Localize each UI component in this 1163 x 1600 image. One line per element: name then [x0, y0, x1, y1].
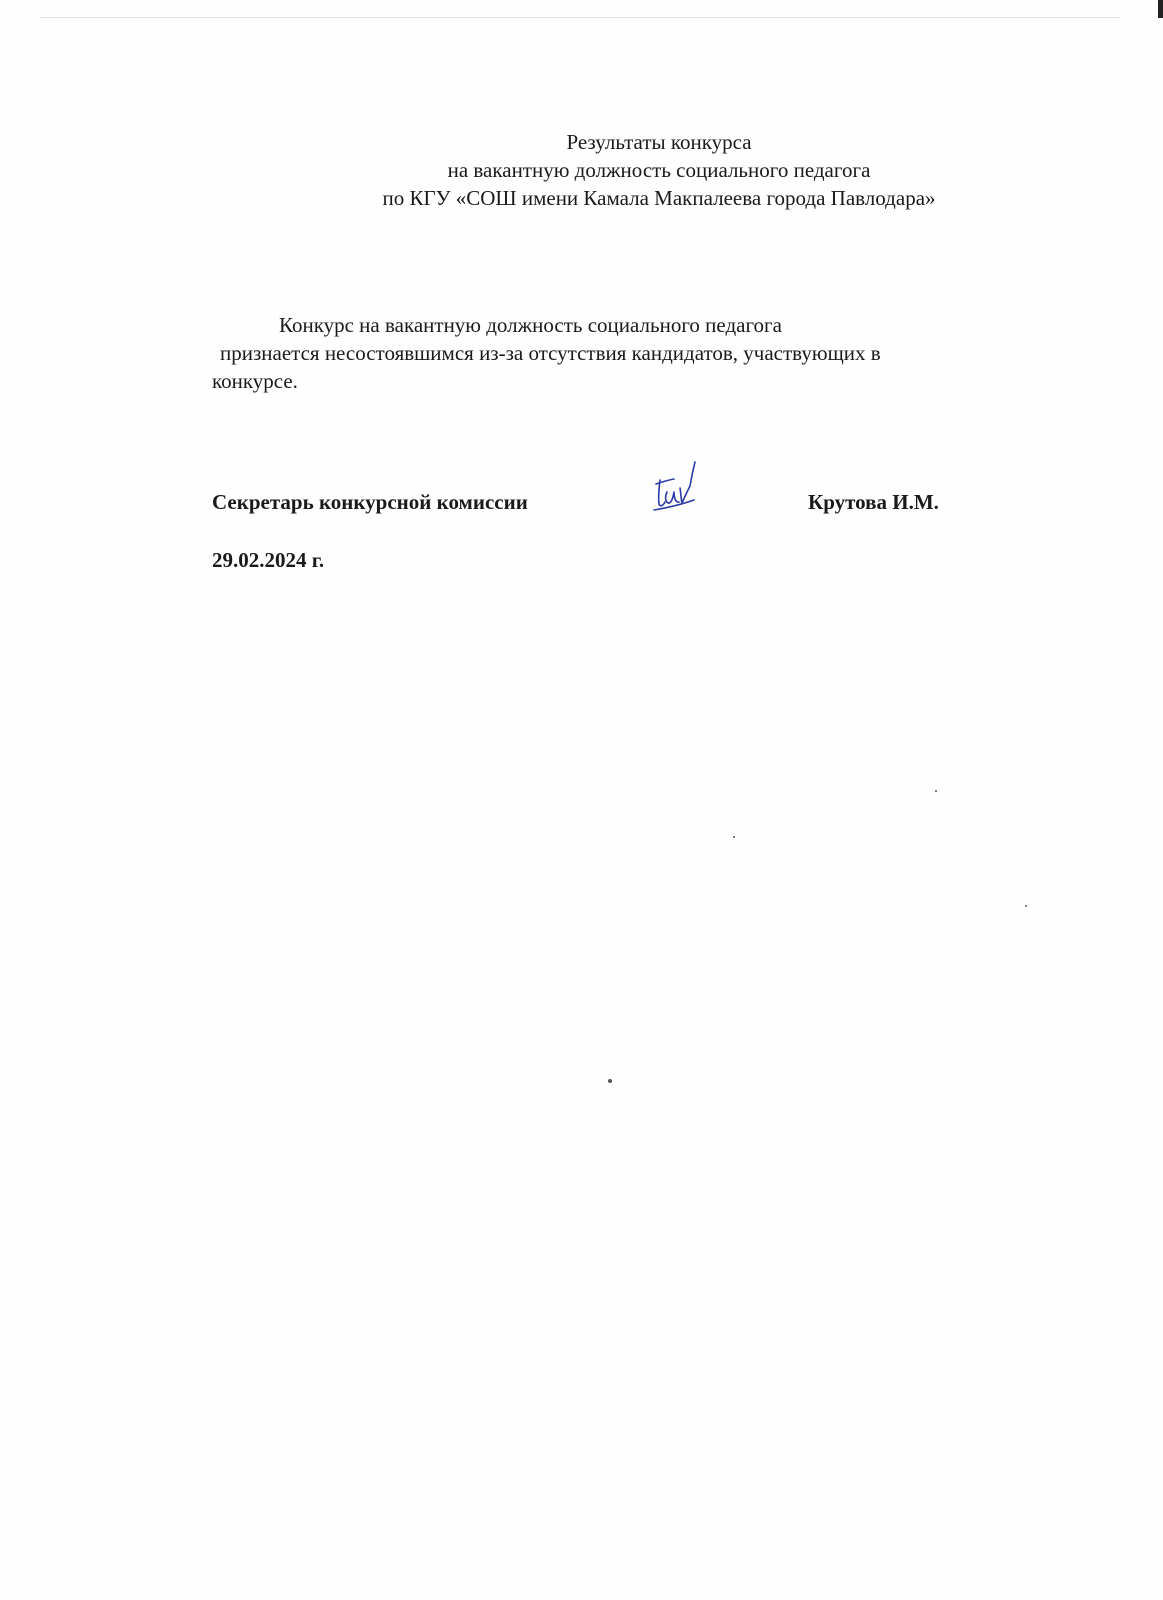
scan-speck — [1025, 905, 1027, 907]
document-title — [0, 128, 1163, 212]
signatory-name: Крутова И.М. — [808, 490, 939, 514]
body-paragraph — [212, 311, 1072, 395]
body-line-1: Конкурс на вакантную должность социального педагога — [279, 313, 782, 337]
title-line-3: по КГУ «СОШ имени Камала Макпалеева города Павлодара» — [382, 186, 936, 210]
document-date: 29.02.2024 г. — [212, 548, 325, 572]
scan-mark — [1158, 0, 1163, 18]
scan-speck — [608, 1079, 612, 1083]
title-line-1: Результаты конкурса — [566, 130, 752, 154]
signature-label: Секретарь конкурсной комиссии — [212, 490, 528, 514]
handwritten-signature — [650, 458, 704, 520]
scan-edge — [40, 17, 1120, 18]
title-line-2: на вакантную должность социального педагога — [447, 158, 871, 182]
body-line-2: признается несостоявшимся из-за отсутствия кандидатов, участвующих в — [220, 341, 881, 365]
scan-speck — [935, 790, 937, 792]
body-line-3: конкурсе. — [212, 369, 298, 393]
scan-speck — [733, 836, 735, 838]
